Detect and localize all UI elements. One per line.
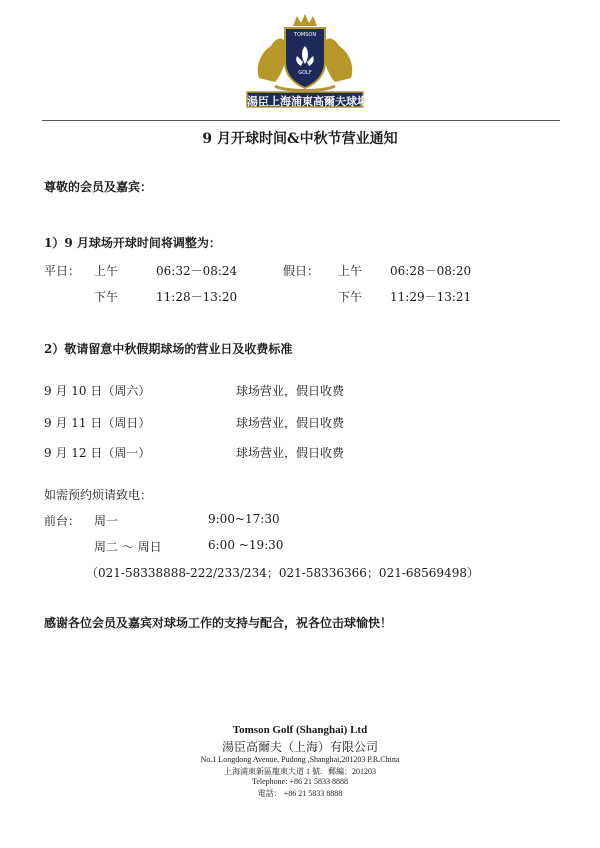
booking-row1-hours: 9:00~17:30 [208,512,280,526]
weekday-am-label: 上午 [94,264,119,278]
header-divider [42,120,560,121]
front-desk-label: 前台： [44,514,81,528]
section2-heading: 2）敬请留意中秋假期球场的营业日及收费标准 [44,342,293,356]
holiday-pm-label: 下午 [338,290,363,304]
footer-company-en: Tomson Golf (Shanghai) Ltd [232,724,368,736]
holiday-pm-time: 11:29－13:21 [390,290,472,304]
footer-company-cn: 湯臣高爾夫（上海）有限公司 [221,740,378,754]
holiday-status-row2: 球场营业，假日收费 [236,416,345,430]
crest-text-top: TOMSON [293,32,317,38]
holiday-date-row1: 9 月 10 日（周六） [44,384,151,398]
weekday-pm-time: 11:28－13:20 [156,290,238,304]
holiday-status-row1: 球场营业，假日收费 [236,384,345,398]
holiday-label: 假日： [283,264,320,278]
crest-text-bottom: GOLF [298,70,312,76]
logo-banner-text: 湯臣上海浦東高爾夫球場 [247,95,368,108]
booking-intro: 如需预约烦请致电： [44,488,153,502]
weekday-pm-label: 下午 [94,290,119,304]
greeting: 尊敬的会员及嘉宾： [44,180,153,194]
holiday-date-row3: 9 月 12 日（周一） [44,446,151,460]
notice-title: 9 月开球时间&中秋节营业通知 [202,131,398,147]
holiday-am-label: 上午 [338,264,363,278]
holiday-am-time: 06:28－08:20 [390,264,472,278]
booking-phone-numbers: （021-58338888-222/233/234；021-58336366；021-68569498） [86,566,479,580]
weekday-am-time: 06:32－08:24 [156,264,238,278]
footer-address-en: No.1 Longdong Avenue, Pudong ,Shanghai,201203 P.R.China [200,755,400,764]
closing-remark: 感谢各位会员及嘉宾对球场工作的支持与配合，祝各位击球愉快！ [44,616,393,630]
footer-address-cn: 上海浦東新區龍東大道 1 號．郵編：201203 [224,767,376,776]
section1-heading: 1）9 月球场开球时间将调整为： [44,236,221,250]
booking-row1-days: 周一 [94,514,119,528]
holiday-status-row3: 球场营业，假日收费 [236,446,345,460]
booking-row2-hours: 6:00 ~19:30 [208,538,284,552]
tomson-golf-logo [245,12,368,108]
booking-row2-days: 周二 ～ 周日 [94,540,162,554]
holiday-date-row2: 9 月 11 日（周日） [44,416,151,430]
footer-telephone-cn: 電話： +86 21 5833 8888 [257,789,343,798]
weekday-label: 平日： [44,264,81,278]
footer-telephone-en: Telephone: +86 21 5833 8888 [252,777,348,786]
